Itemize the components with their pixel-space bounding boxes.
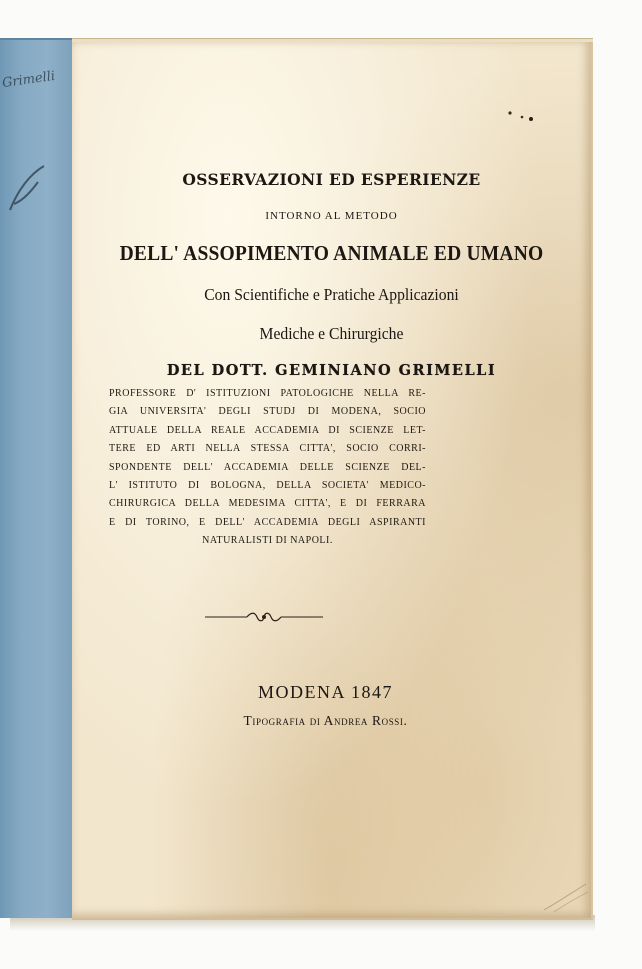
title-line-2: INTORNO AL METODO [265, 210, 398, 222]
subtitle-line-1: Con Scientifiche e Pratiche Applicazioni [204, 285, 459, 304]
main-title: DELL' ASSOPIMENTO ANIMALE ED UMANO [119, 241, 544, 265]
author-credentials [109, 385, 426, 551]
decorative-rule-ornament [205, 610, 323, 624]
subtitle-line-2: Mediche e Chirurgiche [259, 324, 404, 343]
handwritten-scribble [4, 160, 50, 220]
place-and-year: MODENA 1847 [257, 682, 393, 702]
credentials-line: PROFESSORE D' ISTITUZIONI PATOLOGICHE NELLA RE- [109, 388, 426, 399]
title-line-1: OSSERVAZIONI ED ESPERIENZE [182, 170, 481, 189]
credentials-line: CHIRURGICA DELLA MEDESIMA CITTA', E DI FERRARA [109, 498, 426, 510]
credentials-line: SPONDENTE DELL' ACCADEMIA DELLE SCIENZE DEL- [109, 461, 426, 473]
ink-spots [500, 105, 540, 125]
handwritten-cover-note: Grimelli [1, 68, 57, 92]
credentials-line: NATURALISTI DI NAPOLI. [202, 535, 333, 547]
printer-imprint: Tipografia di Andrea Rossi. [243, 713, 408, 728]
credentials-line: L' ISTITUTO DI BOLOGNA, DELLA SOCIETA' MEDICO- [109, 480, 426, 492]
corner-crease [540, 880, 590, 914]
author-line: DEL DOTT. GEMINIANO GRIMELLI [166, 362, 497, 379]
credentials-line: TERE ED ARTI NELLA STESSA CITTA', SOCIO CORRI- [109, 443, 426, 455]
credentials-line: GIA UNIVERSITA' DEGLI STUDJ DI MODENA, SOCIO [109, 406, 426, 418]
credentials-line: ATTUALE DELLA REALE ACCADEMIA DI SCIENZE LET- [109, 424, 426, 436]
credentials-line: E DI TORINO, E DELL' ACCADEMIA DEGLI ASPIRANTI [109, 516, 426, 528]
